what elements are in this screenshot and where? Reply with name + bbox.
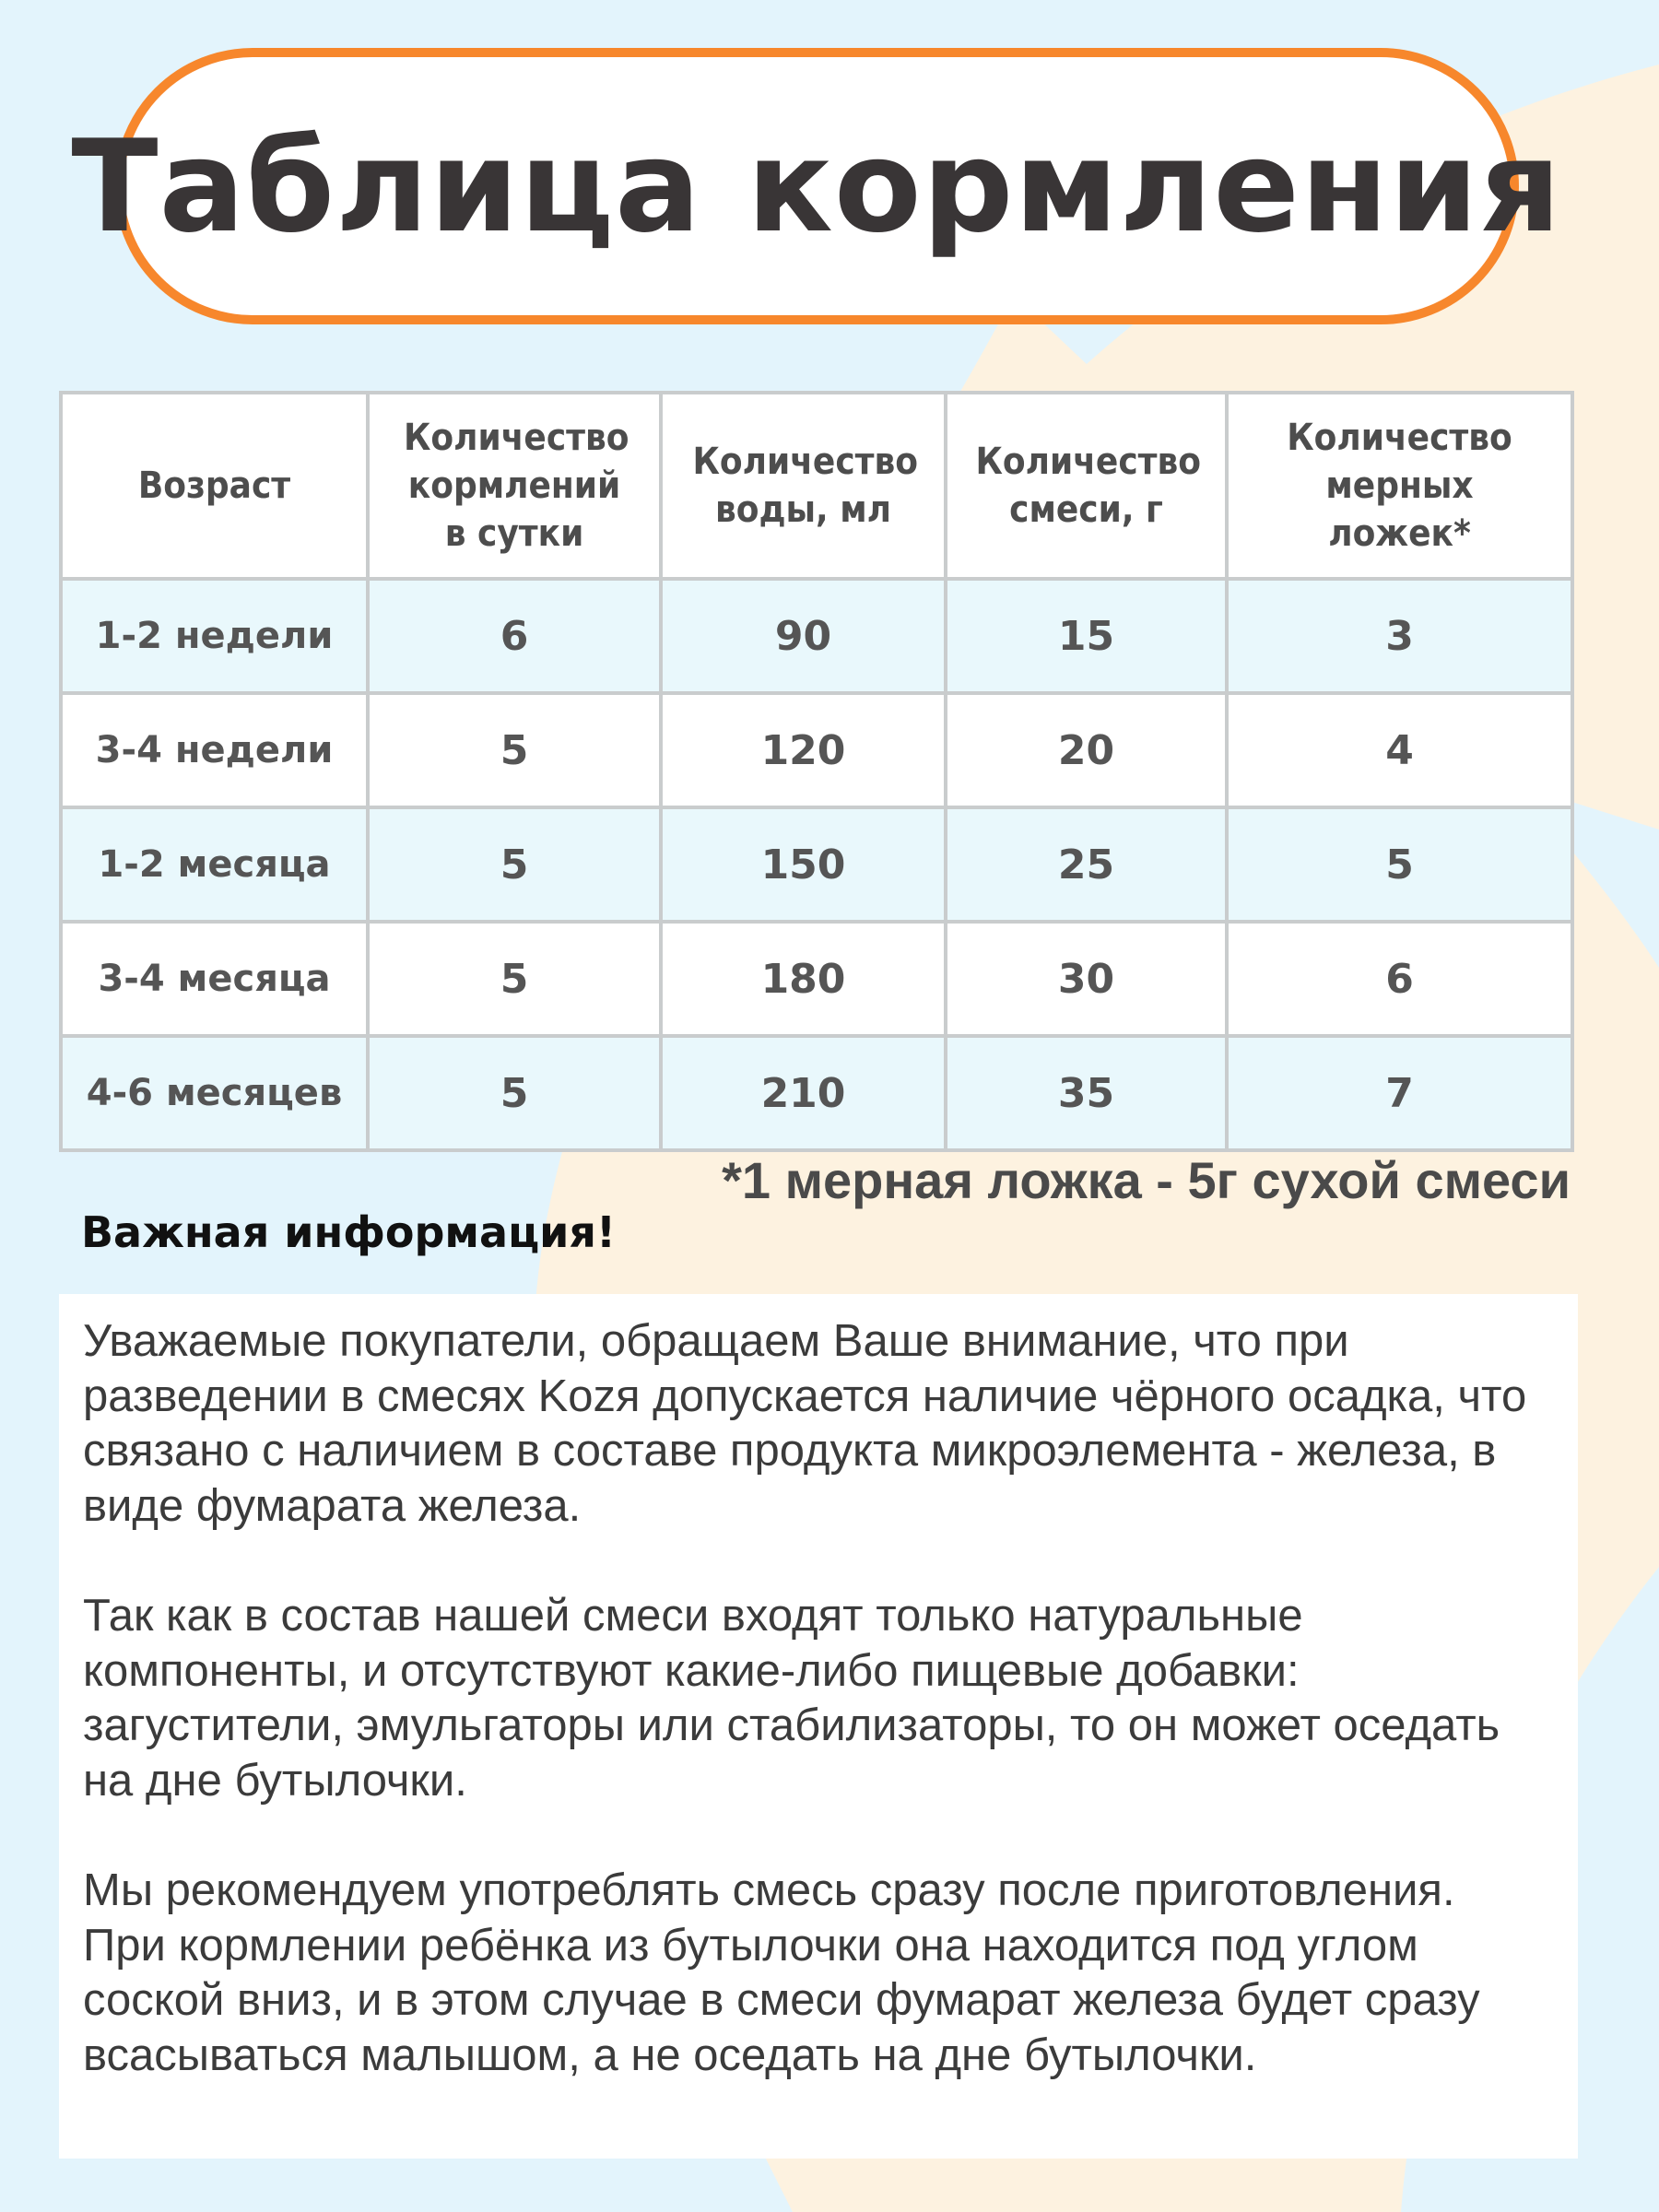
table-row (61, 693, 1572, 807)
info-paragraph: Так как в состав нашей смеси входят только натуральные компоненты, и отсутствуют какие-либо пищевые добавки: загустители, эмульгаторы или стабилизаторы, то он может оседать на дне бутылочки. (83, 1591, 1500, 1806)
cell-feedings: 5 (368, 1036, 661, 1150)
header-age: Возраст (61, 393, 368, 579)
cell-water: 120 (661, 693, 946, 807)
cell-formula: 35 (946, 1036, 1227, 1150)
header-feedings (368, 393, 661, 579)
cell-water: 210 (661, 1036, 946, 1150)
table-header-row (61, 393, 1572, 579)
cell-formula: 20 (946, 693, 1227, 807)
cell-formula: 15 (946, 579, 1227, 693)
cell-scoops: 3 (1227, 579, 1572, 693)
cell-feedings: 6 (368, 579, 661, 693)
title-banner (71, 48, 1562, 324)
table-row (61, 922, 1572, 1036)
cell-feedings: 5 (368, 922, 661, 1036)
cell-formula: 25 (946, 807, 1227, 922)
header-water (661, 393, 946, 579)
cell-age: 3-4 месяца (61, 922, 368, 1036)
cell-feedings: 5 (368, 807, 661, 922)
cell-scoops: 7 (1227, 1036, 1572, 1150)
feeding-table (59, 391, 1574, 1152)
table-row (61, 579, 1572, 693)
header-scoops-label: Количество мерных ложек* (1287, 417, 1512, 555)
info-paragraph: Уважаемые покупатели, обращаем Ваше внимание, что при разведении в смесях Kozя допускается наличие чёрного осадка, что связано с наличием в составе продукта микроэлемента - железа, в виде фумарата железа. (83, 1316, 1527, 1531)
header-feedings-label: Количество кормлений в сутки (404, 417, 629, 555)
important-heading: Важная информация! (81, 1207, 616, 1257)
cell-formula: 30 (946, 922, 1227, 1036)
cell-scoops: 5 (1227, 807, 1572, 922)
scoop-footnote: *1 мерная ложка - 5г сухой смеси (722, 1151, 1571, 1209)
cell-scoops: 6 (1227, 922, 1572, 1036)
table-row (61, 1036, 1572, 1150)
page-title: Таблица кормления (71, 112, 1562, 261)
header-water-label: Количество воды, мл (692, 441, 919, 531)
info-paragraph: Мы рекомендуем употреблять смесь сразу после приготовления. При кормлении ребёнка из бутылочки она находится под углом соской вниз, и в этом случае в смеси фумарат железа будет сразу всасываться малышом, а не оседать на дне бутылочки. (83, 1865, 1480, 2080)
cell-water: 180 (661, 922, 946, 1036)
cell-water: 90 (661, 579, 946, 693)
info-box (59, 1294, 1578, 2159)
cell-age: 4-6 месяцев (61, 1036, 368, 1150)
cell-scoops: 4 (1227, 693, 1572, 807)
table-row (61, 807, 1572, 922)
header-formula (946, 393, 1227, 579)
cell-age: 1-2 недели (61, 579, 368, 693)
cell-age: 3-4 недели (61, 693, 368, 807)
cell-feedings: 5 (368, 693, 661, 807)
header-scoops (1227, 393, 1572, 579)
header-formula-label: Количество смеси, г (975, 441, 1202, 531)
cell-water: 150 (661, 807, 946, 922)
cell-age: 1-2 месяца (61, 807, 368, 922)
